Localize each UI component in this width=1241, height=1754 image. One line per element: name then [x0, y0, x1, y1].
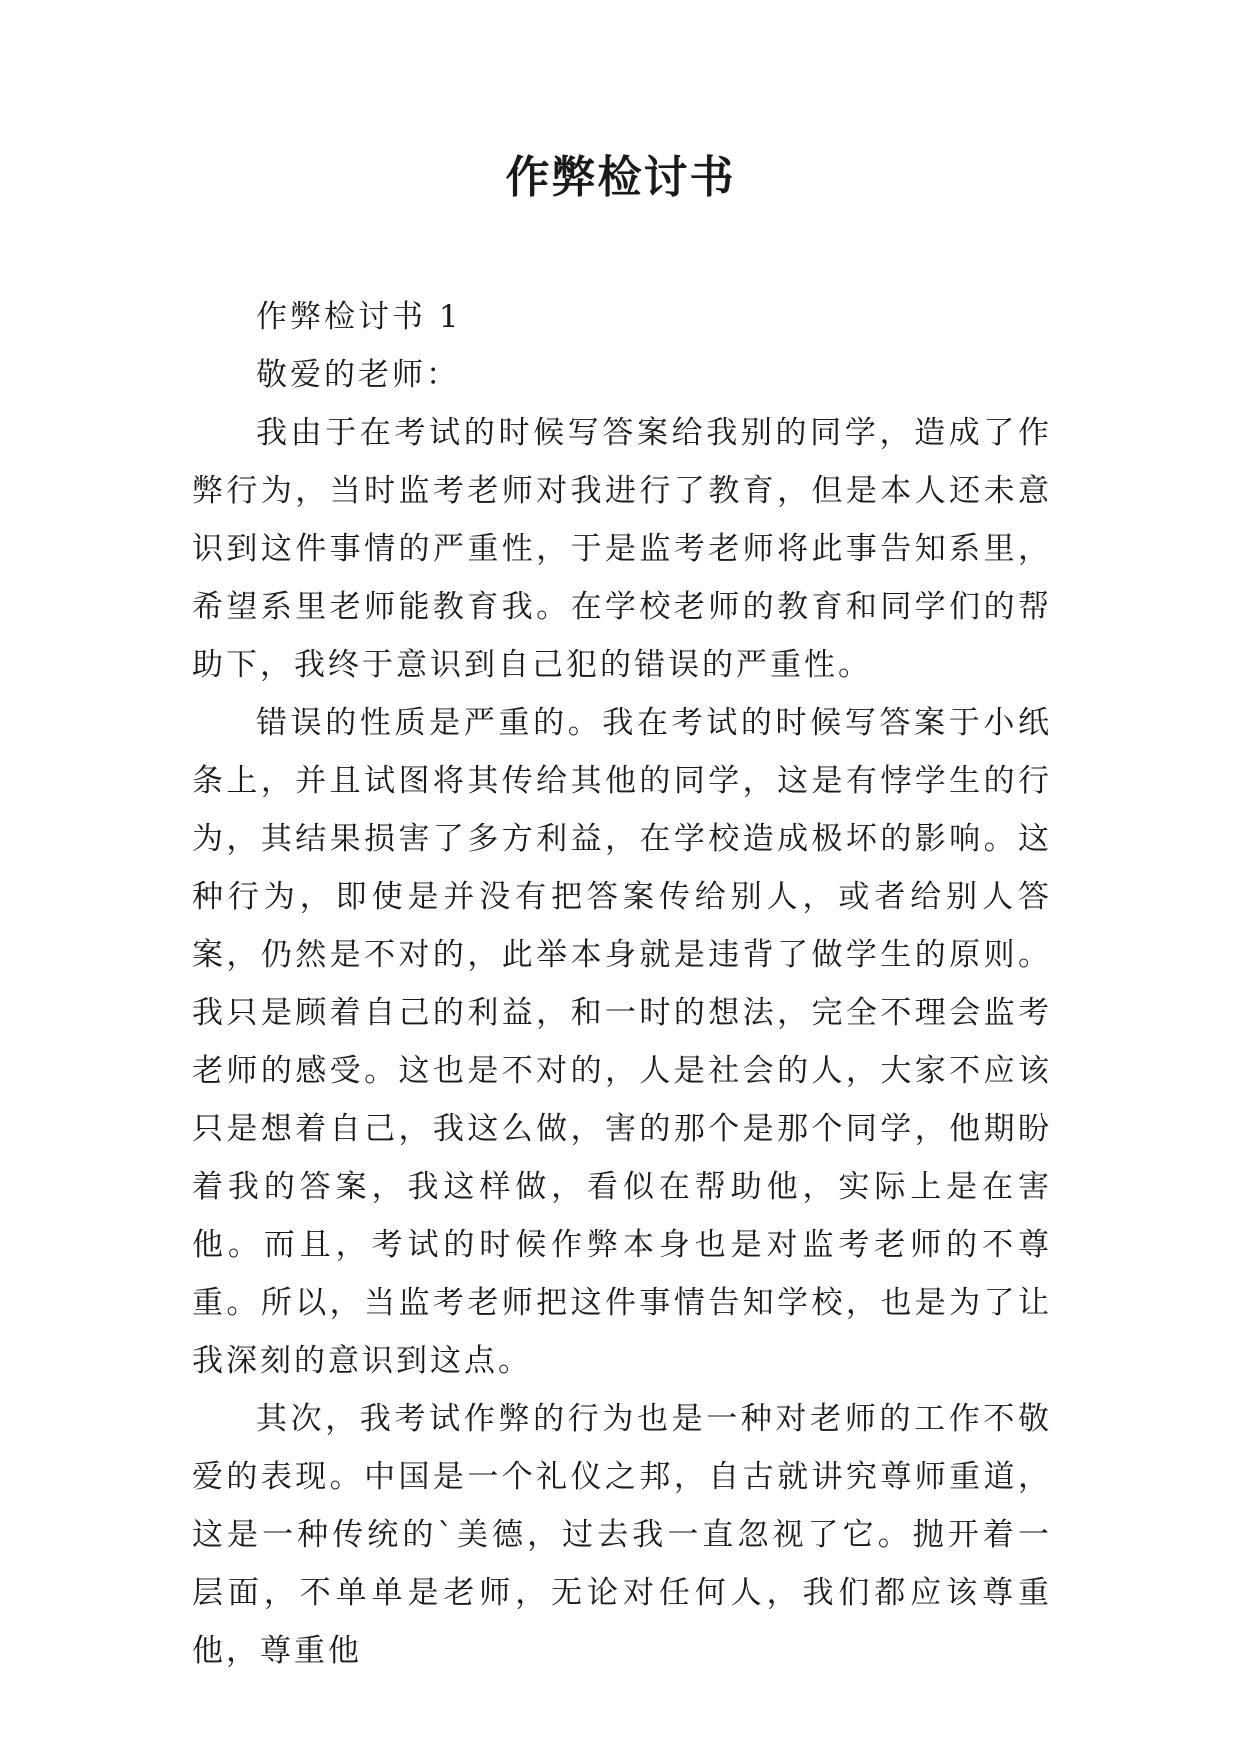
paragraph: 我由于在考试的时候写答案给我别的同学，造成了作弊行为，当时监考老师对我进行了教育，但是本人还未意识到这件事情的严重性，于是监考老师将此事告知系里，希望系里老师能教育我。在学校老师的教育和同学们的帮助下，我终于意识到自己犯的错误的严重性。 [192, 415, 1052, 683]
paragraph: 错误的性质是严重的。我在考试的时候写答案于小纸条上，并且试图将其传给其他的同学，这是有悖学生的行为，其结果损害了多方利益，在学校造成极坏的影响。这种行为，即使是并没有把答案传给别人，或者给别人答案，仍然是不对的，此举本身就是违背了做学生的原则。我只是顾着自己的利益，和一时的想法，完全不理会监考老师的感受。这也是不对的，人是社会的人，大家不应该只是想着自己，我这么做，害的那个是那个同学，他期盼着我的答案，我这样做，看似在帮助他，实际上是在害他。而且，考试的时候作弊本身也是对监考老师的不尊重。所以，当监考老师把这件事情告知学校，也是为了让我深刻的意识到这点。 [192, 705, 1052, 1379]
paragraph: 其次，我考试作弊的行为也是一种对老师的工作不敬爱的表现。中国是一个礼仪之邦，自古就讲究尊师重道，这是一种传统的`美德，过去我一直忽视了它。抛开着一层面，不单单是老师，无论对任何人，我们都应该尊重他，尊重他 [192, 1401, 1052, 1669]
document-title: 作弊检讨书 [505, 152, 736, 203]
document-body [192, 288, 1052, 1680]
section-heading: 作弊检讨书 1 [256, 299, 462, 335]
salutation: 敬爱的老师： [256, 357, 460, 393]
